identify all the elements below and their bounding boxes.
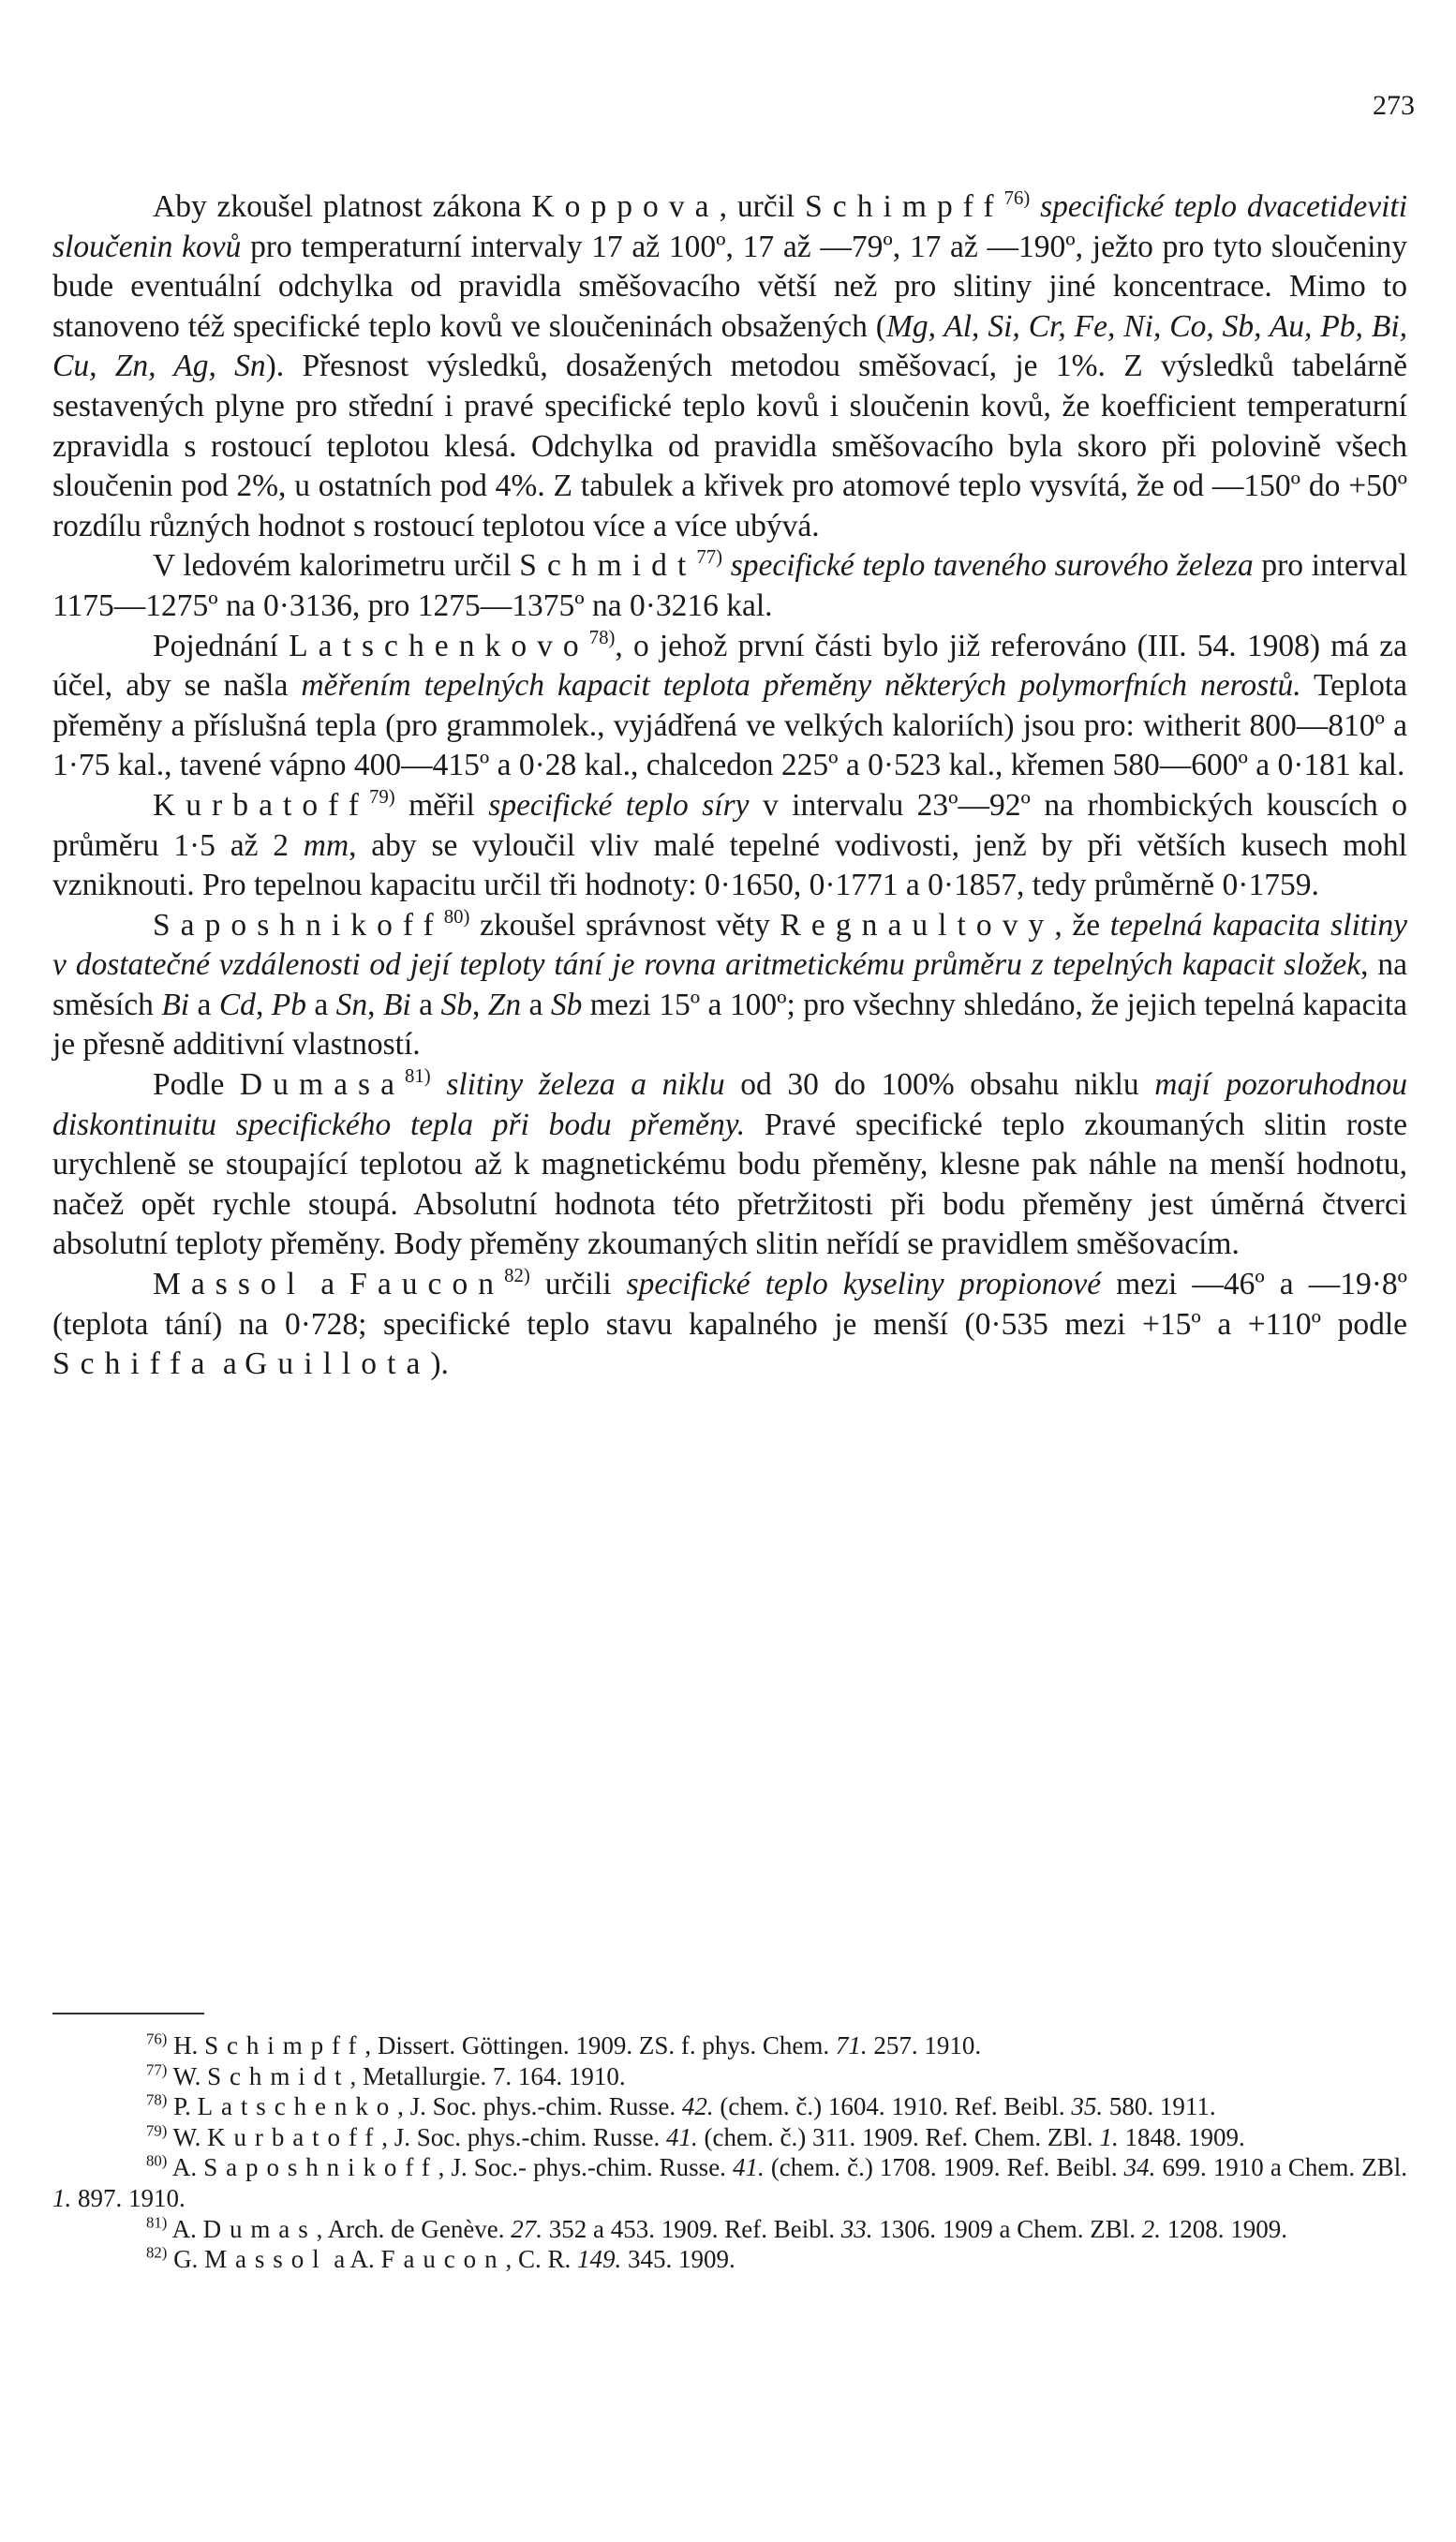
text-run: (chem. č.) 1604. 1910. Ref. Beibl. [713,2092,1072,2121]
page-number: 273 [1373,90,1415,121]
footnote-79 [52,2122,1407,2153]
italic-text: 35. [1071,2092,1104,2121]
spaced-name: Latschenkovo [289,628,589,663]
text-run: 580. 1911. [1103,2092,1216,2121]
text-run: 1306. 1909 a Chem. ZBl. [872,2214,1142,2243]
text-run: , [471,987,488,1022]
text-run: , [255,987,272,1022]
spaced-name: Faucon [380,2245,506,2274]
text-run: určili [529,1267,627,1302]
text-run: , C. R. [505,2245,578,2274]
text-run: G. [167,2245,205,2274]
italic-text: Pb [271,987,306,1022]
italic-text: specifické teplo taveného surového železa [730,548,1254,584]
text-run [431,1067,447,1102]
footnote-ref: 76) [146,2029,168,2048]
spaced-name: Koppova [531,189,720,224]
text-run: W. [167,2061,208,2090]
text-run [1030,189,1040,224]
text-run: pro interval 1175—1275º na 0·3136, pro 1275—1375º na 0·3216 kal. [52,548,1408,623]
footnote-80 [52,2152,1407,2213]
italic-text: 71. [835,2031,868,2059]
text-run: 897. 1910. [71,2183,186,2212]
footnote-76 [52,2030,1407,2061]
text-run: V ledovém kalorimetru určil [153,548,520,584]
paragraph-massol-faucon [52,1265,1407,1385]
paragraph-saposhnikoff [52,906,1407,1065]
text-run: a [305,1267,350,1302]
footnote-ref: 79) [146,2121,168,2140]
text-run: ). Přesnost výsledků, dosažených metodou směšovací, je 1%. Z výsledků tabelárně sestavených plyne pro střední i pravé specifické teplo kovů i sloučenin kovů, že koefficient temperaturní zpravidla s rostoucí teplotou klesá. Odchylka od pravidla směšovacího byla skoro při polovině všech sloučenin pod 2%, u ostatních pod 4%. Z tabulek a křivek pro atomové teplo vysvítá, že od —150º do +50º rozdílu různých hodnot s rostoucí teplotou více a více ubývá. [52,349,1407,543]
footnote-78 [52,2091,1407,2122]
text-run: , Dissert. Göttingen. 1909. ZS. f. phys. Chem. [364,2031,836,2059]
spaced-name: Faucon [349,1267,505,1302]
text-run: mezi 15º a 100º; pro všechny shledáno, že jejich tepelná kapacita je přesně additivní vlastností. [52,987,1408,1063]
italic-text: Sb [550,987,583,1022]
text-run: Teplota přeměny a příslušná tepla (pro grammolek., vyjádřená ve velkých kaloriích) jsou pro: witherit 800—810º a 1·75 kal., tavené vápno 400—415º a 0·28 kal., chalcedon 225º a 0·523 kal., křemen 580—600º a 0·181 kal. [52,668,1408,783]
text-run: od 30 do 100% obsahu niklu [724,1067,1155,1103]
text-run: , J. Soc.- phys.-chim. Russe. [438,2153,733,2182]
text-run: (chem. č.) 311. 1909. Ref. Chem. ZBl. [697,2122,1100,2151]
paragraph-schmidt [52,546,1407,626]
text-run: 1848. 1909. [1118,2122,1245,2151]
footnote-separator [52,2013,204,2014]
footnote-ref: 77) [146,2060,168,2079]
italic-text: Zn [487,987,522,1022]
footnote-ref: 80) [443,905,470,928]
italic-text: 41. [733,2153,765,2182]
text-run: měřil [394,787,489,823]
text-run: , Metallurgie. 7. 164. 1910. [349,2061,626,2090]
footnote-ref: 78) [146,2090,168,2109]
footnote-ref: 82) [146,2243,168,2262]
text-run: a A. [327,2245,381,2274]
italic-text: 149. [577,2245,622,2274]
italic-text: měřením tepelných kapacit teplota přeměny některých polymorfních nerostů. [301,668,1301,704]
italic-text: Mg, Al, Si, Cr, Fe, Ni, Co, Sb, Au, Pb, Bi, Cu, Zn, Ag, Sn [52,308,1407,384]
text-run: , že [1054,907,1110,943]
text-run: , J. Soc. phys.-chim. Russe. [397,2092,682,2121]
text-run: 699. 1910 a Chem. ZBl. [1155,2153,1407,2182]
paragraph-dumas [52,1065,1407,1265]
text-run: mezi —46º a —19·8º (teplota tání) na 0·728; specifické teplo stavu kapalného je menší (0·535 mezi +15º a +110º podle [52,1267,1408,1342]
footnote-ref: 80) [146,2152,168,2170]
text-run: , Arch. de Genève. [316,2214,512,2243]
text-run: A. [167,2153,204,2182]
spaced-name: Dumasa [239,1067,406,1103]
text-run: , na směsích [52,947,1407,1022]
text-run: , aby se vyloučil vliv malé tepelné vodivosti, jenž by při větších kusech mohl vzniknouti. Pro tepelnou kapacitu určil tři hodnoty: 0·1650, 0·1771 a 0·1857, tedy průměrně 0·1759. [52,827,1407,903]
footnote-ref: 82) [504,1265,530,1287]
italic-text: 27. [511,2214,543,2243]
text-run: 1208. 1909. [1161,2214,1287,2243]
spaced-name: Schmidt [207,2061,350,2090]
text-run: 257. 1910. [867,2031,982,2059]
text-run: Pojednání [153,628,290,663]
italic-text: 1. [52,2183,72,2212]
spaced-name: Schimpff [204,2031,365,2059]
text-run: , J. Soc. phys.-chim. Russe. [381,2122,667,2151]
text-run: H. [167,2031,205,2059]
spaced-name: Latschenko [197,2092,398,2121]
spaced-name: Saposhnikoff [153,907,444,943]
text-run: 345. 1909. [621,2245,735,2274]
text-run: P. [167,2092,198,2121]
text-run: a [305,987,336,1022]
italic-text: specifické teplo dvacetideviti sloučenin kovů [52,189,1408,264]
footnote-ref: 77) [696,546,723,569]
paragraph-kurbatoff [52,786,1407,906]
footnote-82 [52,2244,1407,2275]
italic-text: tepelná kapacita slitiny v dostatečné vzdálenosti od její teploty tání je rovna aritmetickému průměru z tepelných kapacit složek [52,907,1407,983]
text-run: , [367,987,383,1022]
spaced-name: Dumas [202,2214,317,2243]
footnotes [52,2030,1407,2275]
spaced-name: Kurbatoff [153,787,369,823]
italic-text: 41. [666,2122,698,2151]
spaced-name: Massol [204,2245,328,2274]
footnote-ref: 81) [146,2213,168,2232]
text-run: v intervalu 23º—92º na rhombických kouscích o průměru 1·5 až 2 [52,787,1407,863]
footnote-ref: 78) [588,626,616,648]
text-run: Pravé specifické teplo zkoumaných slitin roste urychleně se stoupající teplotou až k magnetickému bodu přeměny, klesne pak náhle na menší hodnotu, načež opět rychle stoupá. Absolutní hodnota této přetržitosti při bodu přeměny jest úměrná čtverci absolutní teploty přeměny. Body přeměny zkoumaných slitin neřídí se pravidlem směšovacím. [52,1107,1408,1262]
italic-text: mají pozoruhodnou diskontinuitu specifického tepla při bodu přeměny. [52,1067,1407,1142]
text-run: , určil [719,189,806,224]
text-run: a [215,1346,245,1382]
text-run: a [521,987,551,1022]
text-run: Podle [153,1067,240,1103]
spaced-name: Schimpff [805,189,1004,224]
text-run: pro temperaturní intervaly 17 až 100º, 17 až —79º, 17 až —190º, ježto pro tyto sloučeniny bude eventuální odchylka od pravidla směšovacího větší než pro slitiny jiné koncentrace. Mimo to stanoveno též specifické teplo kovů ve sloučeninách obsažených ( [52,229,1407,344]
text-run: ). [430,1346,449,1382]
italic-text: specifické teplo kyseliny propionové [626,1267,1102,1302]
spaced-name: Guillota [245,1346,431,1382]
italic-text: 42. [681,2092,714,2121]
text-run: Aby zkoušel platnost zákona [153,189,532,224]
paragraph-koppova [52,187,1407,546]
italic-text: Bi [382,987,411,1022]
italic-text: Sn [335,987,368,1022]
text-run: 352 a 453. 1909. Ref. Beibl. [542,2214,841,2243]
spaced-name: Regnaultovy [780,907,1055,943]
italic-text: mm [303,827,349,863]
text-run: , o jehož první části bylo již referováno (III. 54. 1908) má za účel, aby se našla [52,628,1407,704]
italic-text: specifické teplo síry [488,787,750,823]
text-run [722,548,731,583]
text-run: A. [167,2214,203,2243]
text-run: a [189,987,219,1022]
spaced-name: Kurbatoff [207,2122,382,2151]
footnote-ref: 81) [405,1065,431,1088]
spaced-name: Saposhnikoff [203,2153,438,2182]
spaced-name: Massol [153,1267,306,1302]
italic-text: 34. [1123,2153,1156,2182]
italic-text: 33. [840,2214,873,2243]
footnote-ref: 79) [368,786,395,809]
text-run: W. [167,2122,208,2151]
spaced-name: Schmidt [519,548,697,584]
italic-text: Cd [218,987,256,1022]
footnote-81 [52,2214,1407,2245]
footnote-77 [52,2061,1407,2092]
spaced-name: Schiffa [52,1346,215,1382]
text-run: zkoušel správnost věty [469,907,780,943]
footnote-ref: 76) [1003,187,1031,210]
italic-text: 1. [1099,2122,1119,2151]
italic-text: Bi [161,987,190,1022]
italic-text: slitiny železa a niklu [446,1067,725,1103]
paragraph-latschenko [52,627,1407,786]
text-run: (chem. č.) 1708. 1909. Ref. Beibl. [764,2153,1124,2182]
italic-text: Sb [440,987,472,1022]
italic-text: 2. [1141,2214,1161,2243]
text-run: a [410,987,441,1022]
body-text [52,187,1407,1385]
